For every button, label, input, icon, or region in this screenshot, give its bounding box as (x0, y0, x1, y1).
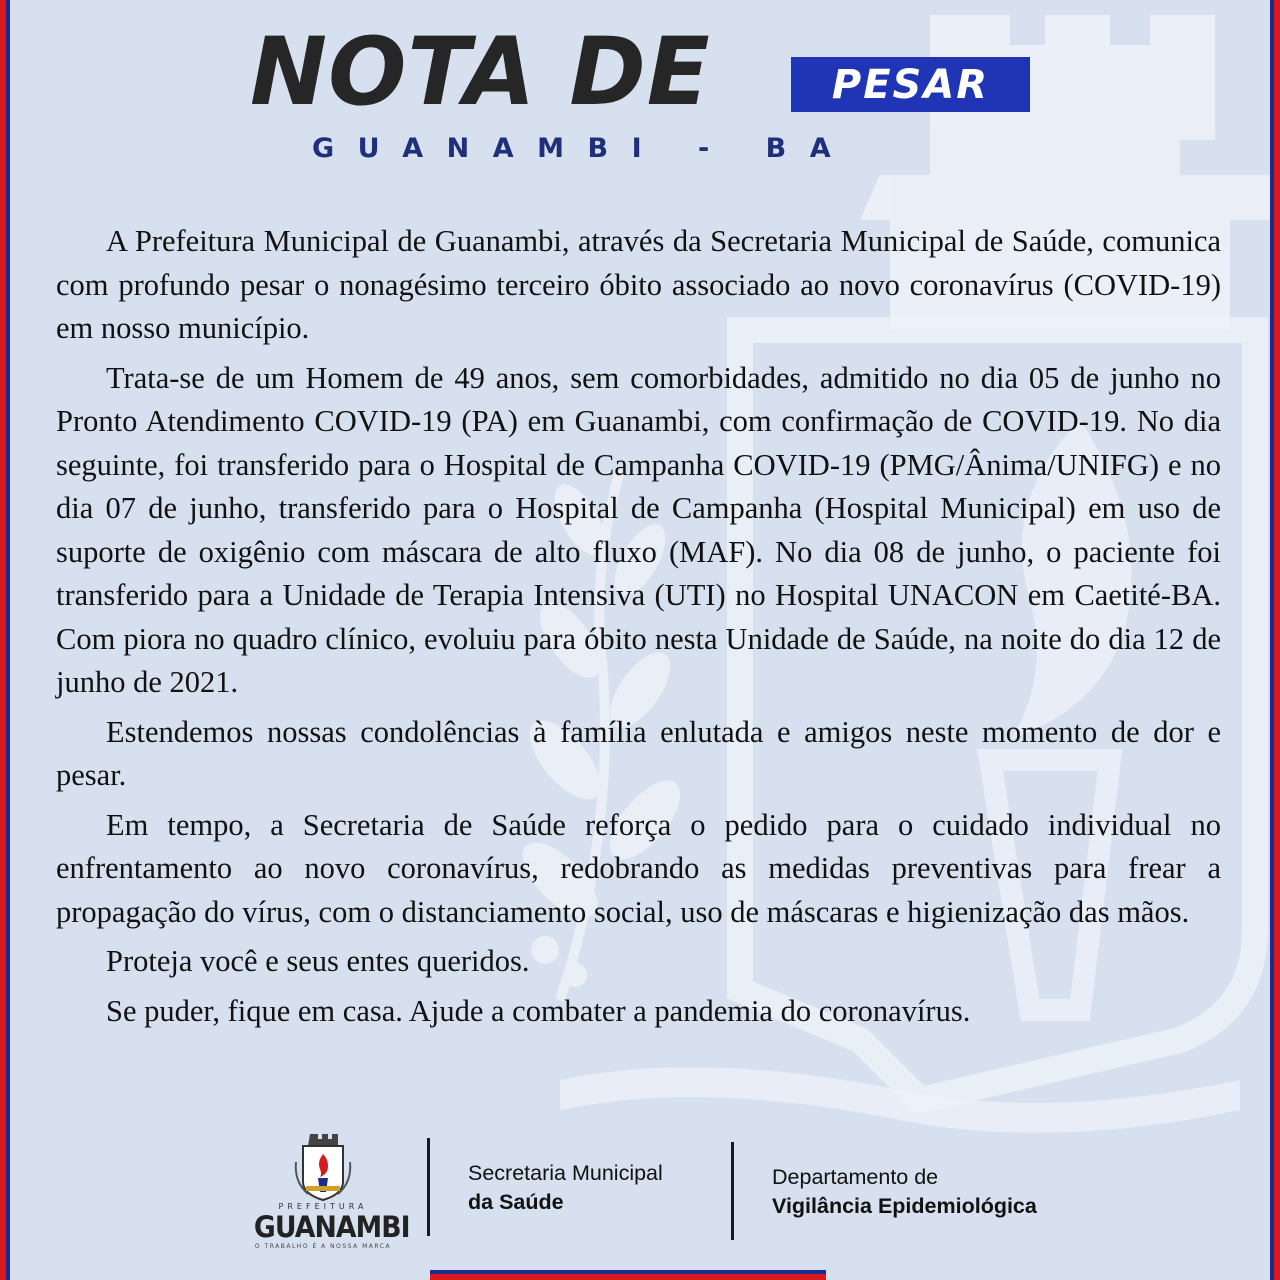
secretaria-line1: Secretaria Municipal (468, 1161, 663, 1185)
logo-name: GUANAMBI (253, 1210, 410, 1244)
departamento-line1: Departamento de (772, 1165, 939, 1189)
paragraph-2: Trata-se de um Homem de 49 anos, sem comorbidades, admitido no dia 05 de junho no Pronto Atendimento COVID-19 (PA) em Guanambi, com confirmação de COVID-19. No dia seguinte, foi transferido para o Hospital de Campanha COVID-19 (PMG/Ânima/UNIFG) e no dia 07 de junho, transferido para o Hospital de Campanha (Hospital Municipal) em uso de suporte de oxigênio com máscara de alto fluxo (MAF). No dia 08 de junho, o paciente foi transferido para a Unidade de Terapia Intensiva (UTI) no Hospital UNACON em Caetité-BA. Com piora no quadro clínico, evoluiu para óbito nesta Unidade de Saúde, na noite do dia 12 de junho de 2021. (56, 360, 1221, 699)
guanambi-logo (248, 1130, 410, 1255)
footer (0, 1130, 1280, 1260)
city-crest-icon (288, 1132, 358, 1202)
title-highlight-text: PESAR (831, 61, 990, 108)
logo-small-text: PREFEITURA (278, 1202, 368, 1211)
departamento-line2: Vigilância Epidemiológica (772, 1194, 1037, 1218)
paragraph-6: Se puder, fique em casa. Ajude a combater a pandemia do coronavírus. (106, 993, 971, 1028)
paragraph-4: Em tempo, a Secretaria de Saúde reforça o pedido para o cuidado individual no enfrentamento ao novo coronavírus, redobrando as medidas preventivas para frear a propagação do vírus, com o distanciamento social, uso de máscaras e higienização das mãos. (56, 807, 1221, 929)
paragraph-3: Estendemos nossas condolências à família enlutada e amigos neste momento de dor e pesar. (56, 714, 1221, 792)
paragraph-1: A Prefeitura Municipal de Guanambi, através da Secretaria Municipal de Saúde, comunica com profundo pesar o nonagésimo terceiro óbito associado ao novo coronavírus (COVID-19) em nosso município. (56, 224, 1221, 345)
page-title: NOTA DE (250, 18, 711, 127)
departamento-block (772, 1163, 1037, 1221)
secretaria-block (468, 1159, 663, 1217)
footer-divider-2 (731, 1142, 734, 1240)
paragraph-5: Proteja você e seus entes queridos. (106, 944, 530, 978)
footer-divider-1 (427, 1138, 430, 1236)
announcement-body (56, 220, 1221, 1039)
secretaria-line2: da Saúde (468, 1190, 564, 1214)
logo-motto: O TRABALHO É A NOSSA MARCA (254, 1243, 392, 1250)
page-subtitle: GUANAMBI - BA (312, 133, 855, 164)
title-highlight-box (791, 57, 1030, 112)
